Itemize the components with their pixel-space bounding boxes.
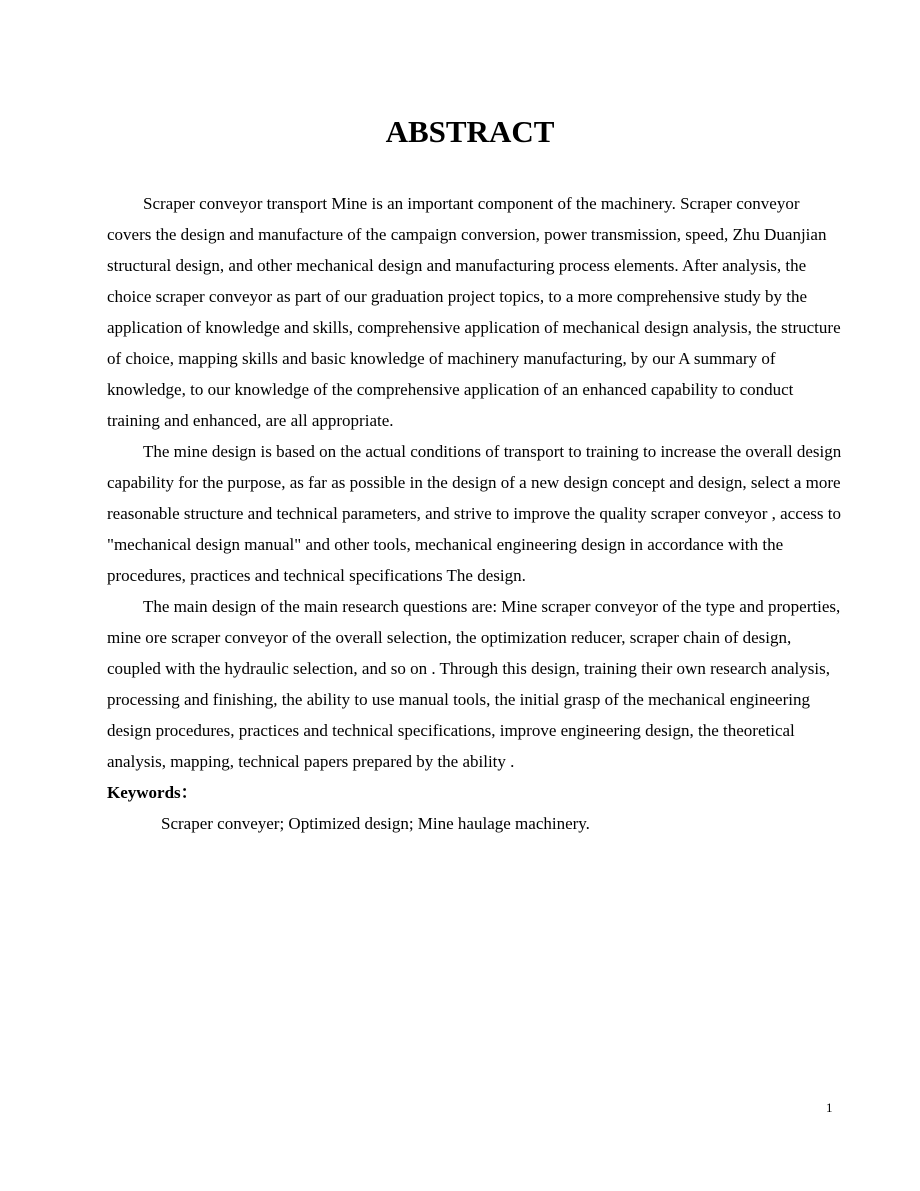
abstract-title: ABSTRACT	[385, 114, 555, 149]
abstract-body	[107, 188, 845, 839]
abstract-paragraph-1: Scraper conveyor transport Mine is an important component of the machinery. Scraper conveyor covers the design and manufacture of the campaign conversion, power transmission, speed, Zhu Duanjian structural design, and other mechanical design and manufacturing process elements. After analysis, the choice scraper conveyor as part of our graduation project topics, to a more comprehensive study by the application of knowledge and skills, comprehensive application of mechanical design analysis, the structure of choice, mapping skills and basic knowledge of machinery manufacturing, by our A summary of knowledge, to our knowledge of the comprehensive application of an enhanced capability to conduct training and enhanced, are all appropriate.	[107, 194, 841, 430]
page-number: 1	[826, 1100, 833, 1115]
abstract-paragraph-3: The main design of the main research questions are: Mine scraper conveyor of the type and properties, mine ore scraper conveyor of the overall selection, the optimization reducer, scraper chain of design, coupled with the hydraulic selection, and so on . Through this design, training their own research analysis, processing and finishing, the ability to use manual tools, the initial grasp of the mechanical engineering design procedures, practices and technical specifications, improve engineering design, the theoretical analysis, mapping, technical papers prepared by the ability .	[107, 597, 841, 771]
keywords-label: Keywords：	[107, 783, 198, 802]
keywords-text: Scraper conveyer; Optimized design; Mine haulage machinery.	[161, 814, 590, 833]
abstract-paragraph-2: The mine design is based on the actual conditions of transport to training to increase the overall design capability for the purpose, as far as possible in the design of a new design concept and design, select a more reasonable structure and technical parameters, and strive to improve the quality scraper conveyor , access to "mechanical design manual" and other tools, mechanical engineering design in accordance with the procedures, practices and technical specifications The design.	[107, 442, 842, 585]
